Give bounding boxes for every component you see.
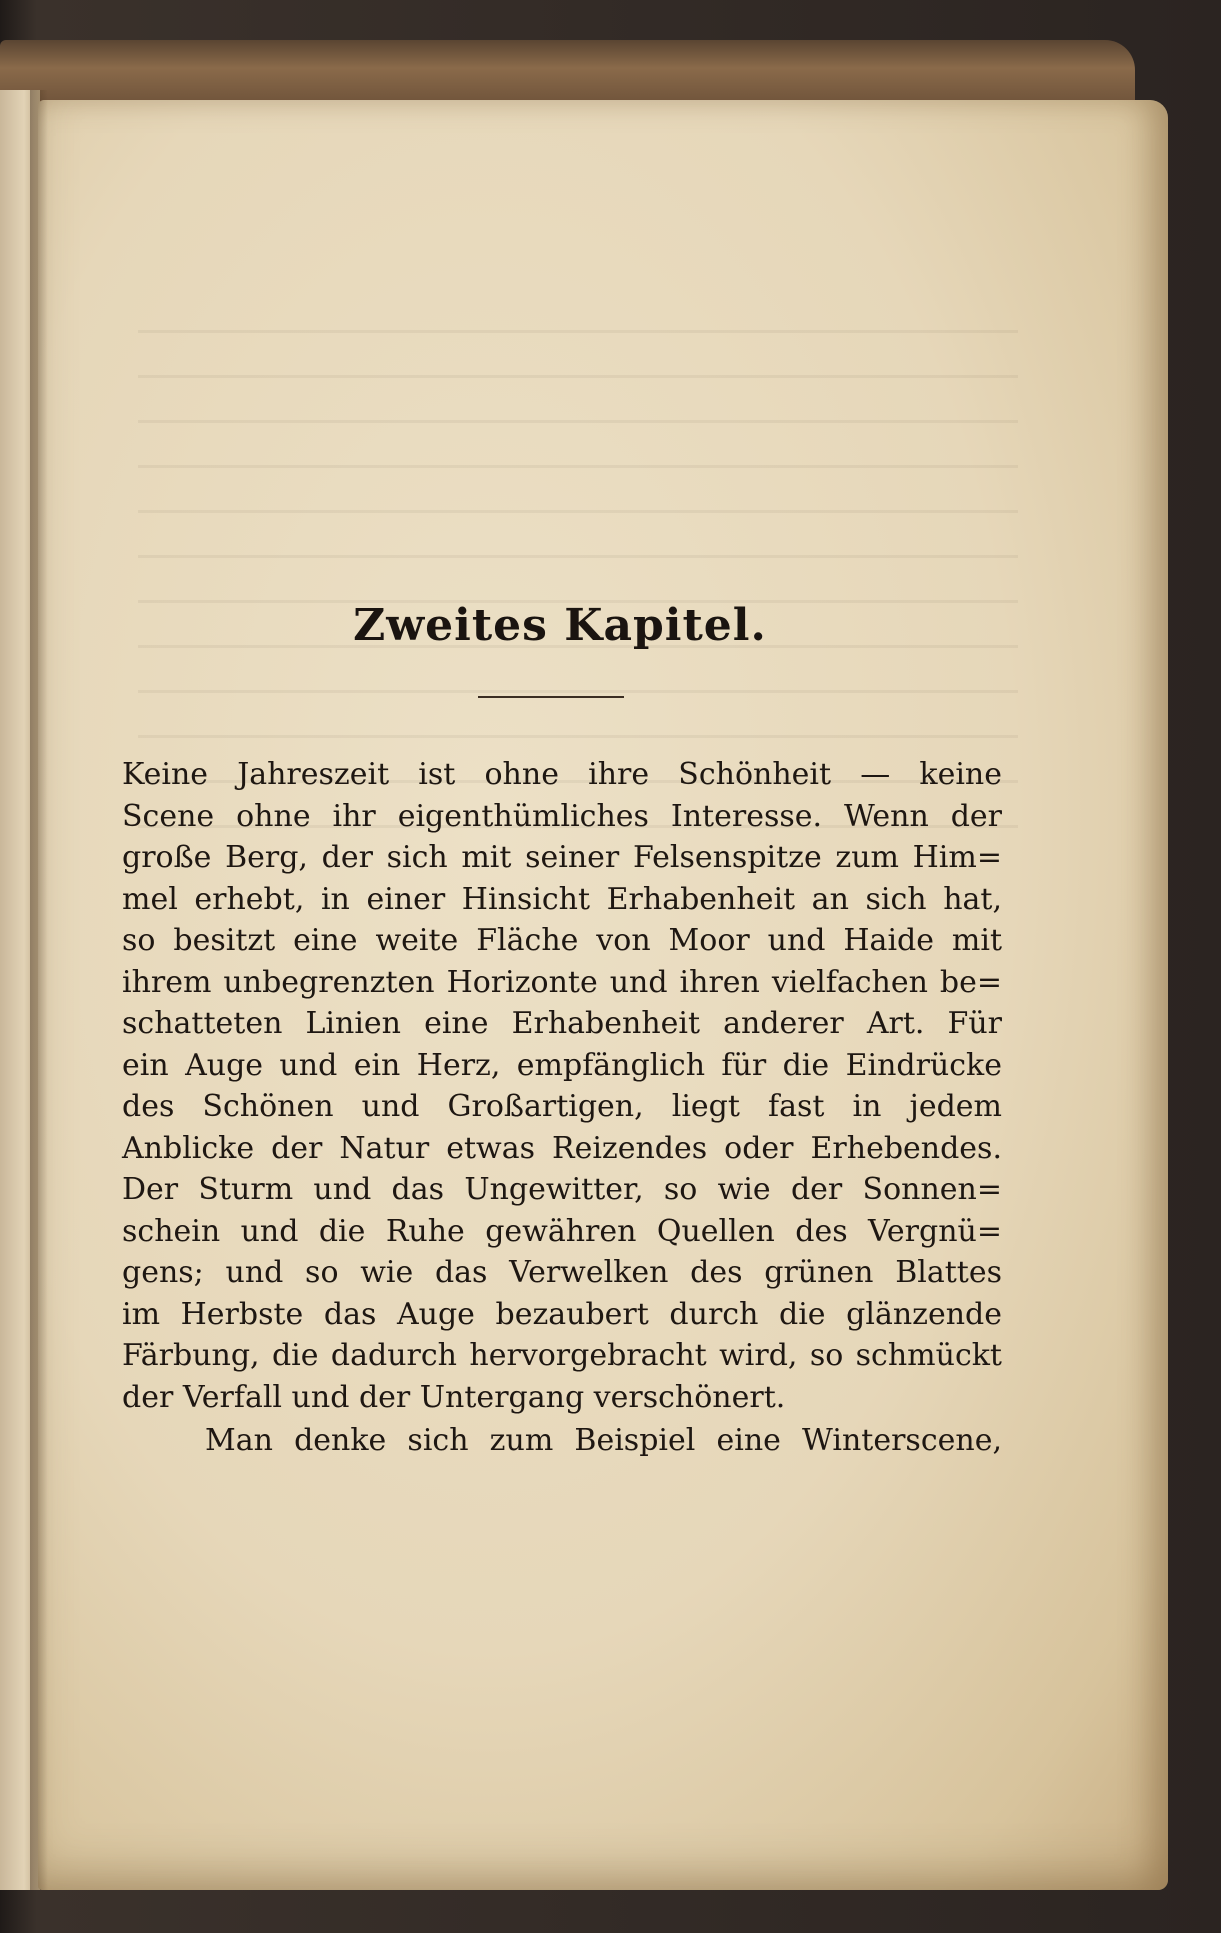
text-line: mel erhebt, in einer Hinsicht Erhabenheit an sich hat,: [122, 881, 1002, 917]
text-line: Färbung, die dadurch hervorgebracht wird, so schmückt: [122, 1338, 1002, 1373]
text-line: im Herbste das Auge bezaubert durch die glänzende: [122, 1296, 1002, 1332]
text-line: schein und die Ruhe gewähren Quellen des Vergnü=: [122, 1213, 1002, 1249]
text-line: schatteten Linien eine Erhabenheit anderer Art. Für: [122, 1006, 1002, 1041]
text-line: gens; und so wie das Verwelken des grünen Blattes: [122, 1255, 1002, 1290]
text-line: ein Auge und ein Herz, empfänglich für die Eindrücke: [122, 1047, 1002, 1083]
text-line: Keine Jahreszeit ist ohne ihre Schönheit — keine: [122, 757, 1002, 792]
text-line: Man denke sich zum Beispiel eine Winterscene,: [205, 1423, 1002, 1458]
paragraph-1: [122, 754, 1002, 1418]
text-line: große Berg, der sich mit seiner Felsenspitze zum Him=: [122, 840, 1002, 875]
spine-shadow: [30, 90, 48, 1890]
text-line: Der Sturm und das Ungewitter, so wie der Sonnen=: [122, 1172, 1002, 1207]
title-divider: [478, 696, 624, 698]
text-line: ihrem unbegrenzten Horizonte und ihren vielfachen be=: [122, 964, 1002, 1000]
chapter-title: Zweites Kapitel.: [353, 600, 767, 651]
text-line: Scene ohne ihr eigenthümliches Interesse. Wenn der: [122, 798, 1002, 834]
text-line: so besitzt eine weite Fläche von Moor und Haide mit: [122, 923, 1002, 958]
text-line: des Schönen und Großartigen, liegt fast in jedem: [122, 1089, 1002, 1124]
paragraph-2: [205, 1420, 1002, 1462]
text-line: der Verfall und der Untergang verschönert.: [122, 1379, 786, 1415]
text-line: Anblicke der Natur etwas Reizendes oder Erhebendes.: [122, 1130, 1002, 1166]
